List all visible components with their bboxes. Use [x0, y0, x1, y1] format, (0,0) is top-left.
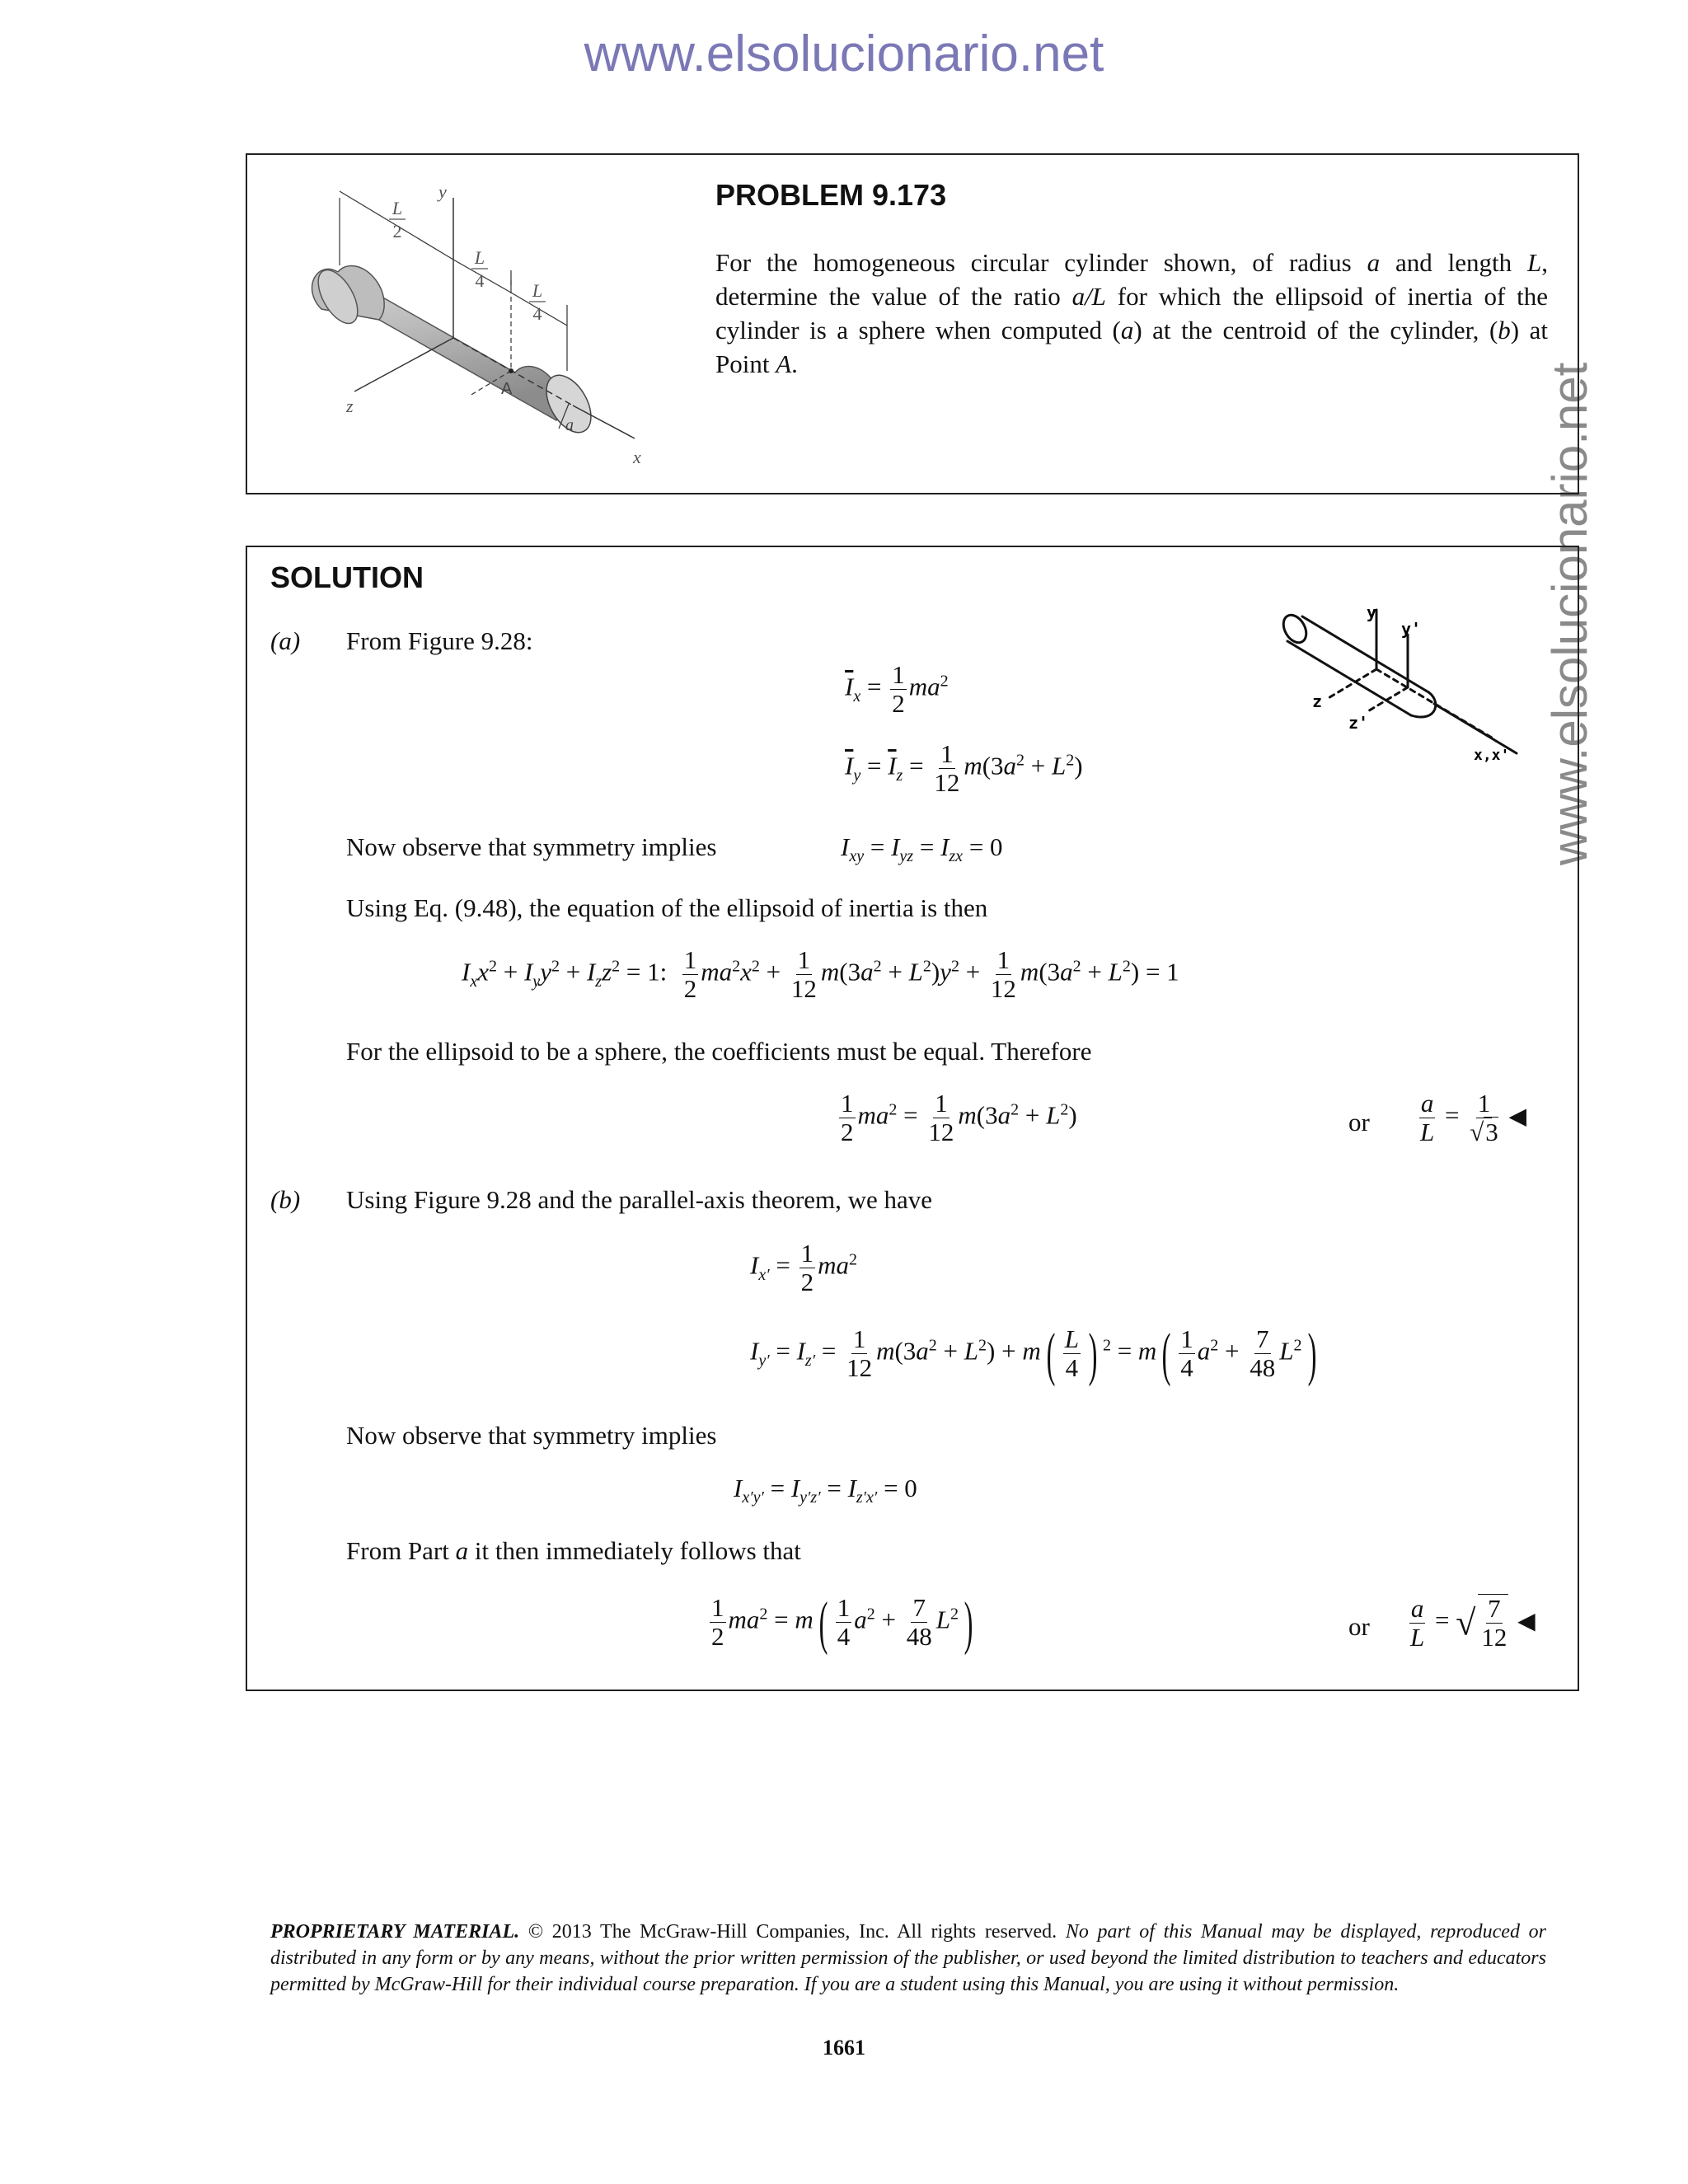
label-x: x	[633, 447, 641, 467]
sketch-label-zp: z'	[1348, 713, 1369, 733]
eq-products-zero: $I_{xy} = I_{yz} = I_{zx} = 0$	[841, 832, 1003, 866]
problem-title: PROBLEM 9.173	[715, 178, 947, 212]
part-b-intro: Using Figure 9.28 and the parallel-axis theorem, we have	[346, 1185, 933, 1214]
proprietary-footer	[270, 1919, 1546, 1998]
footer-bold: PROPRIETARY MATERIAL.	[270, 1921, 520, 1943]
or-b: or	[1348, 1612, 1370, 1641]
sketch-label-y: y	[1367, 602, 1377, 622]
eq-ixp: $I_{x'}$ = $\frac{1}{2}$ $ma^2$	[750, 1239, 857, 1296]
answer-b: $\frac{a}{L}$ = √ $\frac{7}{12}$ ◀	[1410, 1593, 1536, 1652]
eq-coeff-equal: $\frac{1}{2}$ $ma^2$ = $\frac{1}{12}$ $m(3a^2 + L^2)$	[841, 1089, 1077, 1146]
eq-ix: $\overline{I}_x$ = $\frac{1}{2}$ $ma^2$	[845, 660, 949, 718]
eq-products-zero-b: $I_{x'y'} = I_{y'z'} = I_{z'x'} = 0$	[734, 1474, 917, 1507]
solution-sketch	[1278, 602, 1525, 766]
eq-iyp-izp: $I_{y'} = I_{z'}$ = $\frac{1}{12}$ $m(3a^2 + L^2) + m$( $\frac{L}{4}$ ) $^2$ = m( $\frac{1}{4}$ $a^2$ + $\frac{7}{48}$ $L^2$)	[750, 1320, 1316, 1387]
part-a-label: (a)	[270, 626, 301, 655]
part-a-intro: From Figure 9.28:	[346, 626, 533, 655]
watermark-side: www.elsolucionario.net	[1542, 362, 1597, 865]
label-L-half-num: L	[392, 198, 403, 218]
label-L-quarter-1-num: L	[474, 247, 485, 268]
footer-normal: © 2013 The McGraw-Hill Companies, Inc. All rights reserved.	[519, 1921, 1066, 1943]
follows-text: From Part a it then immediately follows that	[346, 1536, 801, 1565]
label-z: z	[346, 396, 354, 416]
sketch-label-z: z	[1312, 691, 1323, 711]
eq-part-b-equal: $\frac{1}{2}$ $ma^2 = m$( $\frac{1}{4}$ $a^2$ + $\frac{7}{48}$ $L^2$)	[711, 1589, 973, 1656]
eq-ellipsoid: $I_xx^2 + I_yy^2 + I_zz^2 = 1$: $\frac{1}{2}$ $ma^2x^2$ + $\frac{1}{12}$ $m(3a^2 + L^2)y^2$ + $\frac{1}{12}$ $m(3a^2 + L^2) = 1$	[462, 945, 1179, 1003]
label-L-quarter-2-num: L	[532, 280, 543, 301]
sketch-label-x: x,x'	[1474, 747, 1510, 764]
footer-italic: No part of this Manual may be displayed, reproduced or distributed in any form or by any means, without the prior written permission of the publisher, or used beyond the limited distribution to teachers and educators permitted by McGraw-Hill for their individual course preparation. If you are a student using this Manual, you are using it without permission.	[270, 1921, 1546, 1995]
answer-marker-b: ◀	[1517, 1609, 1536, 1635]
label-L-quarter-2-den: 4	[532, 303, 542, 324]
symmetry-text-a: Now observe that symmetry implies	[346, 832, 717, 861]
label-y: y	[438, 181, 447, 202]
answer-marker-a: ◀	[1508, 1104, 1527, 1130]
eq-iy-iz: $\overline{I}_y = \overline{I}_z$ = $\frac{1}{12}$ $m(3a^2 + L^2)$	[845, 739, 1083, 797]
watermark-top[interactable]: www.elsolucionario.net	[584, 26, 1104, 82]
answer-a: $\frac{a}{L}$ = $\frac{1}{√3}$ ◀	[1420, 1089, 1527, 1146]
cylinder-figure	[305, 173, 676, 478]
eq-intro-text: Using Eq. (9.48), the equation of the ellipsoid of inertia is then	[346, 893, 988, 922]
sketch-label-yp: y'	[1401, 619, 1422, 639]
part-b-label: (b)	[270, 1185, 301, 1214]
problem-statement: For the homogeneous circular cylinder shown, of radius a and length L, determine the value of the ratio a/L for which the ellipsoid of inertia of the cylinder is a sphere when computed (a) at the centroid of the cylinder, (b) at Point A.	[715, 248, 1548, 378]
sphere-text: For the ellipsoid to be a sphere, the coefficients must be equal. Therefore	[346, 1037, 1092, 1066]
label-L-quarter-1-den: 4	[475, 270, 485, 291]
solution-title: SOLUTION	[270, 560, 424, 594]
symmetry-text-b: Now observe that symmetry implies	[346, 1421, 717, 1450]
or-a: or	[1348, 1108, 1370, 1137]
label-L-half-den: 2	[392, 221, 402, 241]
page-number: 1661	[823, 2036, 865, 2060]
label-A: A	[501, 380, 513, 398]
label-a: a	[565, 416, 574, 434]
